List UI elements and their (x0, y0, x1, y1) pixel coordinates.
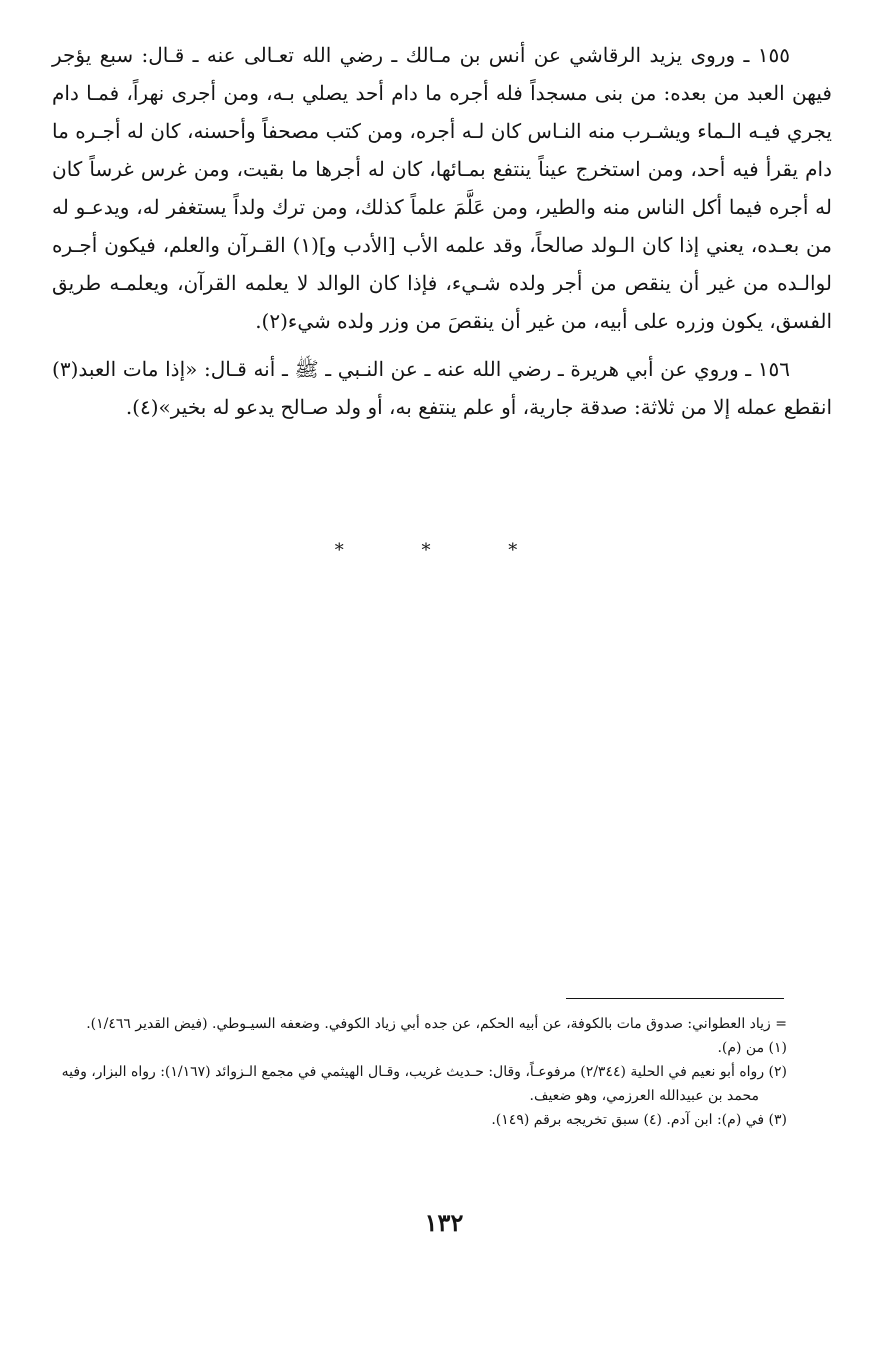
footnote-continuation: = زياد العطواني: صدوق مات بالكوفة، عن أبيه الحكم، عن جده أبي زياد الكوفي. وضعفه السيـوطي. (فيض القدير ١/٤٦٦). (86, 1016, 787, 1032)
footnote-1: (١) من (م). (717, 1040, 787, 1056)
footnote-divider (566, 998, 784, 999)
page-number: ١٣٢ (424, 1208, 464, 1237)
footnote-3-4: (٣) في (م): ابن آدم. (٤) سبق تخريجه برقم (١٤٩). (491, 1112, 787, 1128)
footnotes (52, 1012, 787, 1132)
paragraph-155: ١٥٥ ـ وروى يزيد الرقاشي عن أنس بن مـالك ـ رضي الله تعـالى عنه ـ قـال: سبع يؤجر فيهن العبد من بعده: من بنى مسجداً فله أجره ما دام أحد يصلي بـه، ومن أجرى نهراً، فمـا دام يجري فيـه الـماء ويشـرب منه النـاس كان لـه أجره، ومن كتب مصحفاً وأحسنه، كان له أجـره ما دام يقرأ فيه أحد، ومن استخرج عيناً ينتفع بمـائها، كان له أجرها ما بقيت، ومن غرس غرساً كان له أجره فيما أكل الناس منه والطير، ومن عَلَّمَ علماً كذلك، ومن ترك ولداً يستغفر له، ويدعـو له من بعـده، يعني إذا كان الـولد صالحاً، وقد علمه الأب [الأدب و](١) القـرآن والعلم، فيكون أجـره لوالـده من غير أن ينقص من أجر ولده شـيء، فإذا كان الوالد لا يعلمه القرآن، ويعلمـه طريق الفسق، يكون وزره على أبيه، من غير أن ينقصَ من وزر ولده شيء(٢). (52, 43, 832, 333)
section-separator: * * * (334, 540, 554, 561)
main-text (52, 36, 832, 426)
paragraph-156: ١٥٦ ـ وروي عن أبي هريرة ـ رضي الله عنه ـ عن النـبي ـ ﷺ ـ أنه قـال: «إذا مات العبد(٣) انقطع عمله إلا من ثلاثة: صدقة جارية، أو علم ينتفع به، أو ولد صـالح يدعو له بخير»(٤). (52, 357, 832, 419)
footnote-2: (٢) رواه أبو نعيم في الحلية (٢/٣٤٤) مرفوعـاً، وقال: حـديث غريب، وقـال الهيثمي في مجمع الـزوائد (١/١٦٧): رواه البزار، وفيه محمد بن عبيدالله العرزمي، وهو ضعيف. (61, 1064, 787, 1104)
